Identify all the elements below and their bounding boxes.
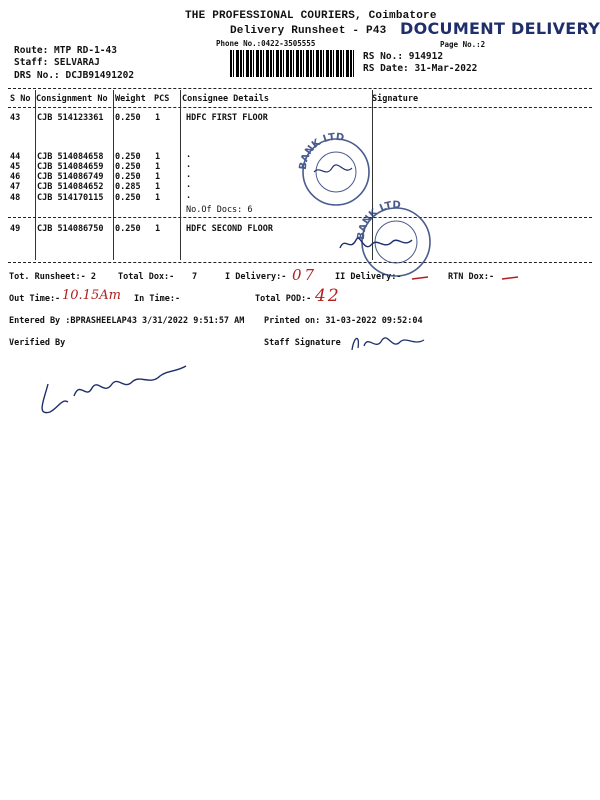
total-pod-value: 42 — [315, 286, 341, 306]
bank-stamp-1 — [298, 132, 369, 205]
row-details: . — [186, 170, 192, 180]
runsheet-title: Delivery Runsheet - P43 — [230, 25, 387, 37]
row-sno: 48 — [10, 193, 21, 203]
row-sno: 46 — [10, 172, 21, 182]
col-sno: S No — [10, 94, 31, 104]
rs-date: RS Date: 31-Mar-2022 — [363, 63, 478, 74]
row-pcs: 1 — [155, 193, 161, 203]
i-delivery-value: 07 — [292, 266, 318, 284]
row-pcs: 1 — [155, 172, 161, 182]
verifier-signature — [42, 366, 186, 413]
row-details: . — [186, 191, 192, 201]
row-pcs: 1 — [155, 113, 161, 123]
printed-on: Printed on: 31-03-2022 09:52:04 — [264, 316, 423, 326]
col-consignment: Consignment No — [36, 94, 108, 104]
row-consignment: CJB 514086749 — [37, 172, 104, 182]
row-pcs: 1 — [155, 224, 161, 234]
no-of-docs: No.Of Docs: 6 — [186, 205, 253, 215]
document-delivery-stamp: DOCUMENT DELIVERY — [400, 19, 600, 38]
row-weight: 0.250 — [115, 224, 141, 234]
row-consignment: CJB 514084659 — [37, 162, 104, 172]
row-pcs: 1 — [155, 152, 161, 162]
col-consignee: Consignee Details — [182, 94, 269, 104]
drs-number: DRS No.: DCJB91491202 — [14, 70, 135, 81]
bank-stamp-2 — [356, 200, 430, 276]
row-details: . — [186, 160, 192, 170]
rtn-dox-label: RTN Dox:- — [448, 272, 495, 282]
col-signature: Signature — [372, 94, 419, 104]
ii-delivery-dash — [412, 277, 428, 279]
page-number: Page No.:2 — [440, 40, 486, 49]
stamp-1-signature — [314, 165, 352, 172]
row-pcs: 1 — [155, 162, 161, 172]
staff-name: Staff: SELVARAJ — [14, 57, 100, 68]
total-dox-label: Total Dox:- — [118, 272, 175, 282]
stamp-1-text: BANK LTD — [297, 131, 345, 171]
company-name: THE PROFESSIONAL COURIERS, Coimbatore — [185, 10, 437, 22]
row-weight: 0.250 — [115, 162, 141, 172]
ii-delivery-label: II Delivery:- — [335, 272, 402, 282]
row-pcs: 1 — [155, 182, 161, 192]
row-consignment: CJB 514084658 — [37, 152, 104, 162]
row-weight: 0.250 — [115, 152, 141, 162]
row-weight: 0.285 — [115, 182, 141, 192]
out-time-value: 10.15Am — [62, 288, 121, 303]
entered-by: Entered By :BPRASHEELAP43 3/31/2022 9:51:57 AM — [9, 316, 245, 326]
row-weight: 0.250 — [115, 172, 141, 182]
total-dox-value: 7 — [192, 272, 198, 282]
row-sno: 44 — [10, 152, 21, 162]
row-sno: 47 — [10, 182, 21, 192]
out-time-label: Out Time:- — [9, 294, 61, 304]
row-weight: 0.250 — [115, 193, 141, 203]
row-details: . — [186, 180, 192, 190]
col-pcs: PCS — [154, 94, 170, 104]
stamp-2-text: BANK LTD — [355, 199, 401, 241]
i-delivery-label: I Delivery:- — [225, 272, 287, 282]
in-time-label: In Time:- — [134, 294, 181, 304]
row-sno: 49 — [10, 224, 21, 234]
rtn-dox-dash — [502, 277, 518, 279]
route: Route: MTP RD-1-43 — [14, 45, 117, 56]
rs-number: RS No.: 914912 — [363, 51, 444, 62]
staff-signature — [352, 338, 424, 350]
row-sno: 45 — [10, 162, 21, 172]
staff-signature-label: Staff Signature — [264, 338, 341, 348]
col-weight: Weight — [115, 94, 146, 104]
row-consignment: CJB 514123361 — [37, 113, 104, 123]
tot-runsheet: Tot. Runsheet:- 2 — [9, 272, 96, 282]
verified-by: Verified By — [9, 338, 66, 348]
total-pod-label: Total POD:- — [255, 294, 312, 304]
phone-number: Phone No.:0422-3505555 — [216, 39, 316, 48]
row-consignment: CJB 514084652 — [37, 182, 104, 192]
row-details: . — [186, 150, 192, 160]
row-weight: 0.250 — [115, 113, 141, 123]
row-details: HDFC FIRST FLOOR — [186, 113, 268, 123]
row-details: HDFC SECOND FLOOR — [186, 224, 273, 234]
row-consignment: CJB 514170115 — [37, 193, 104, 203]
row-consignment: CJB 514086750 — [37, 224, 104, 234]
row-sno: 43 — [10, 113, 21, 123]
